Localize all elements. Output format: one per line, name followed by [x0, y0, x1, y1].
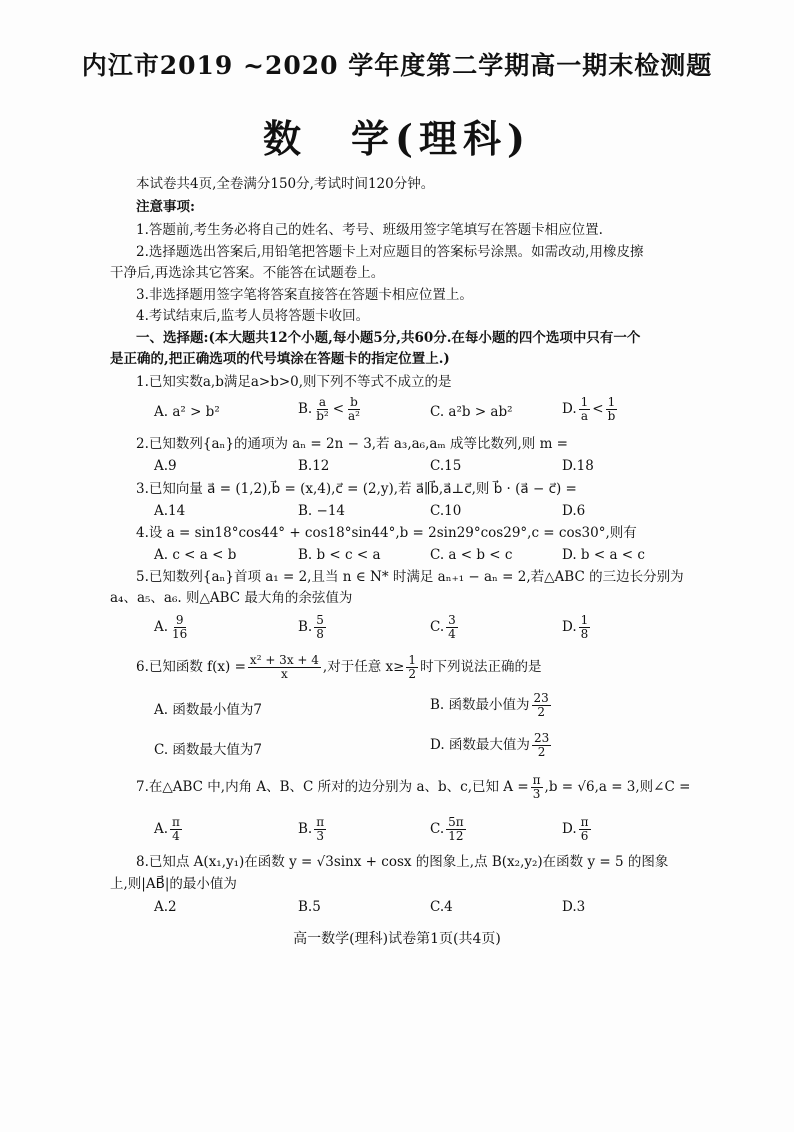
q8-option-d: D.3 [562, 899, 586, 915]
notice-2a: 2.选择题选出答案后,用铅笔把答题卡上对应题目的答案标号涂黑。如需改动,用橡皮擦 [136, 244, 644, 260]
q4-option-b: B. b < c < a [298, 547, 381, 563]
q6-stem: 6.已知函数 f(x) = $\frac{\text{x² + 3x + 4}}{x}$ ,对于任意 x≥ $\frac{1}{2}$ 时下列说法正确的是 [136, 653, 542, 681]
exam-title: 内江市2019 ~2020 学年度第二学期高一期末检测题 [81, 51, 713, 80]
q2-option-b: B.12 [298, 458, 330, 474]
q8-stem-2: 上,则|AB⃗|的最小值为 [110, 876, 237, 892]
q1-option-c: C. a²b > ab² [430, 404, 513, 420]
q5-option-d: D. $\frac{1}{8}$ [562, 613, 589, 641]
section1-line1: 一、选择题:(本大题共12个小题,每小题5分,共60分.在每小题的四个选项中只有一个 [136, 330, 641, 346]
q1-option-b: B. $\frac{a}{\text{b²}}$ < $\frac{b}{\text{a²}}$ [298, 395, 360, 423]
section1-line2: 是正确的,把正确选项的代号填涂在答题卡的指定位置上.) [110, 351, 450, 367]
q6-option-a: A. 函数最小值为7 [154, 702, 262, 718]
q4-option-c: C. a < b < c [430, 547, 513, 563]
q3-option-a: A.14 [154, 503, 186, 519]
q7-option-b: B. $\frac{\pi}{3}$ [298, 815, 325, 843]
q6-option-d: D. 函数最大值为 $\frac{23}{2}$ [430, 731, 550, 759]
q3-option-b: B. −14 [298, 503, 345, 519]
q7-option-a: A. $\frac{\pi}{4}$ [154, 815, 180, 843]
q5-stem-1: 5.已知数列{aₙ}首项 a₁ = 2,且当 n ∈ N* 时满足 aₙ₊₁ − aₙ = 2,若△ABC 的三边长分别为 [136, 569, 684, 585]
subject-title: 数 学(理科) [263, 116, 531, 161]
q4-option-a: A. c < a < b [154, 547, 237, 563]
q3-option-d: D.6 [562, 503, 586, 519]
notice-2b: 干净后,再选涂其它答案。不能答在试题卷上。 [110, 265, 385, 281]
q6-option-c: C. 函数最大值为7 [154, 742, 263, 758]
intro-line: 本试卷共4页,全卷满分150分,考试时间120分钟。 [136, 176, 435, 192]
q7-option-c: C. $\frac{5\pi}{12}$ [430, 815, 464, 843]
q2-option-c: C.15 [430, 458, 462, 474]
q2-option-a: A.9 [154, 458, 177, 474]
q1-option-a: A. a² > b² [154, 404, 220, 420]
q5-stem-2: a₄、a₅、a₆. 则△ABC 最大角的余弦值为 [110, 590, 353, 606]
q5-option-a: A. $\frac{9}{16}$ [154, 613, 188, 641]
notice-1: 1.答题前,考生务必将自己的姓名、考号、班级用签字笔填写在答题卡相应位置. [136, 222, 603, 238]
q1-option-d: D. $\frac{1}{a}$ < $\frac{1}{b}$ [562, 395, 616, 423]
q7-option-d: D. $\frac{\pi}{6}$ [562, 815, 589, 843]
q4-stem: 4.设 a = sin18°cos44° + cos18°sin44°,b = 2sin29°cos29°,c = cos30°,则有 [136, 525, 637, 541]
q4-option-d: D. b < a < c [562, 547, 645, 563]
notice-title: 注意事项: [136, 199, 195, 215]
q8-option-a: A.2 [154, 899, 177, 915]
page-footer: 高一数学(理科)试卷第1页(共4页) [293, 931, 501, 947]
notice-3: 3.非选择题用签字笔将答案直接答在答题卡相应位置上。 [136, 287, 473, 303]
q3-option-c: C.10 [430, 503, 462, 519]
q3-stem: 3.已知向量 a⃗ = (1,2),b⃗ = (x,4),c⃗ = (2,y),若 a⃗∥b⃗,a⃗⊥c⃗,则 b⃗ · (a⃗ − c⃗) = [136, 481, 577, 497]
q8-stem-1: 8.已知点 A(x₁,y₁)在函数 y = √3sinx + cosx 的图象上,点 B(x₂,y₂)在函数 y = 5 的图象 [136, 854, 669, 870]
q8-option-b: B.5 [298, 899, 321, 915]
q6-option-b: B. 函数最小值为 $\frac{23}{2}$ [430, 691, 549, 719]
q2-stem: 2.已知数列{aₙ}的通项为 aₙ = 2n − 3,若 a₃,a₆,aₘ 成等比数列,则 m = [136, 436, 568, 452]
notice-4: 4.考试结束后,监考人员将答题卡收回。 [136, 308, 370, 324]
q1-stem: 1.已知实数a,b满足a>b>0,则下列不等式不成立的是 [136, 374, 452, 390]
q2-option-d: D.18 [562, 458, 594, 474]
q8-option-c: C.4 [430, 899, 453, 915]
q5-option-b: B. $\frac{5}{8}$ [298, 613, 324, 641]
q5-option-c: C. $\frac{3}{4}$ [430, 613, 456, 641]
q7-stem: 7.在△ABC 中,内角 A、B、C 所对的边分别为 a、b、c,已知 A = $\frac{\pi}{3}$ ,b = √6,a = 3,则∠C = [136, 773, 691, 801]
